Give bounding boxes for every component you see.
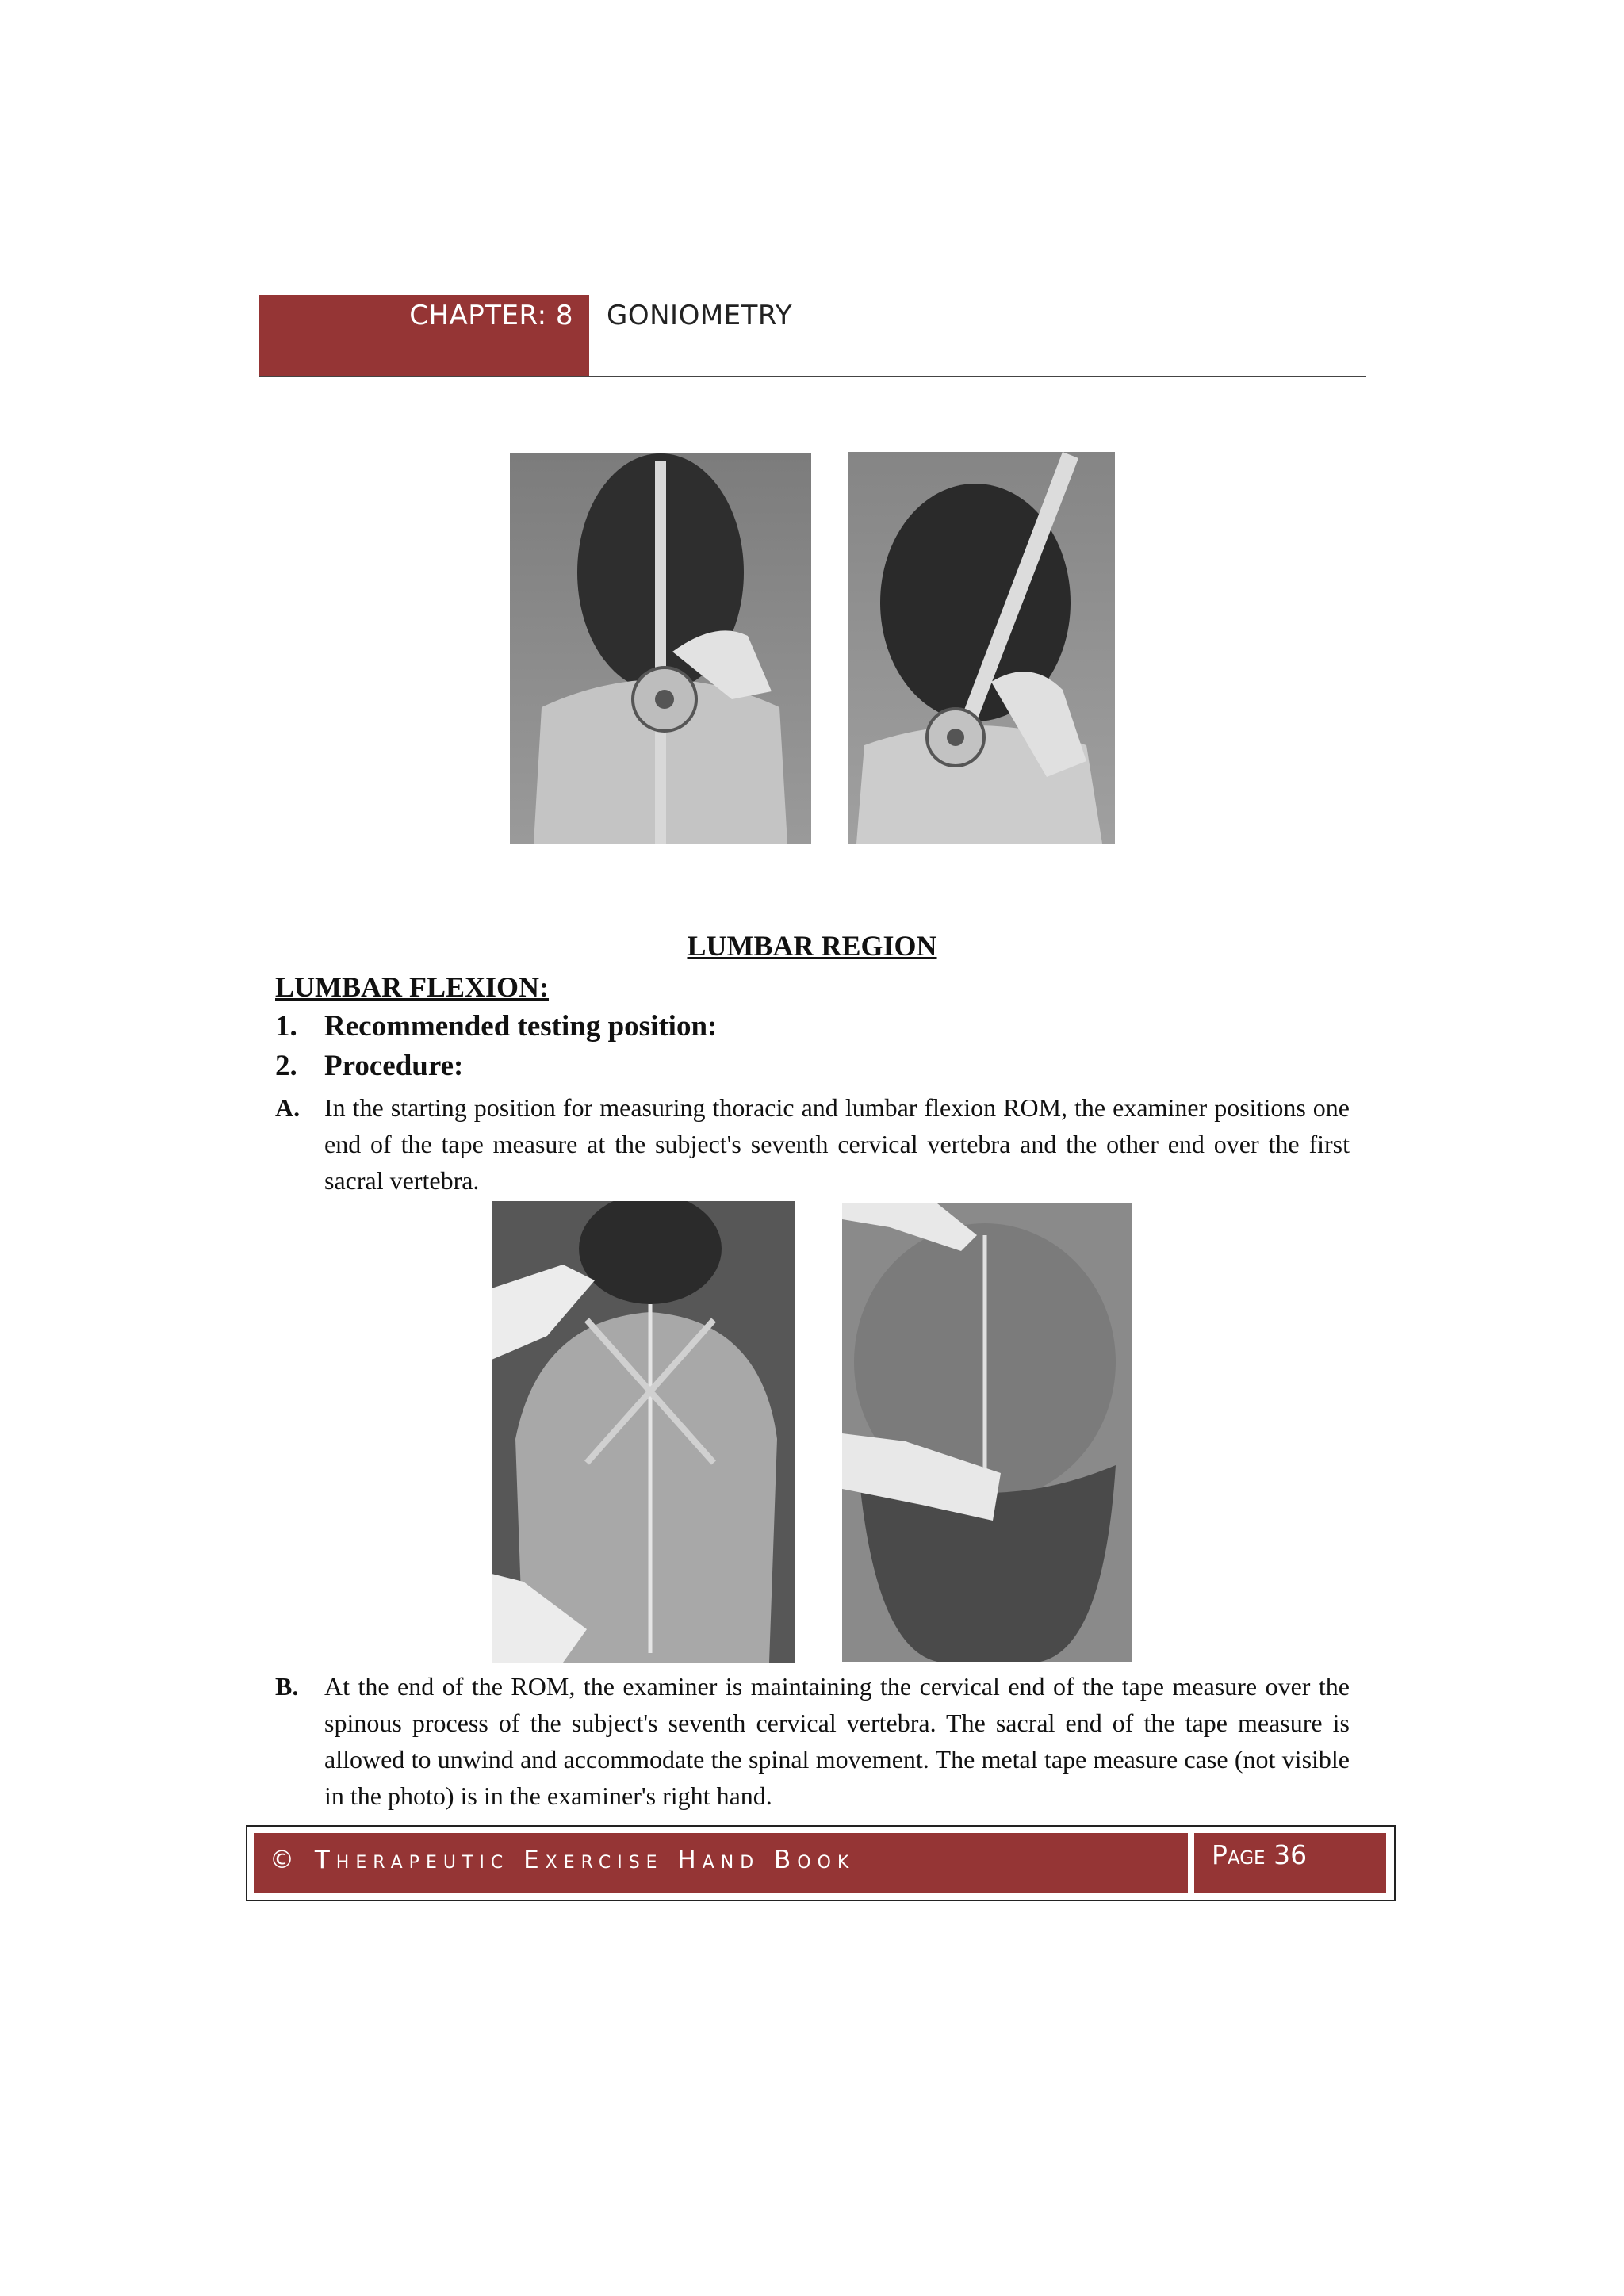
list-item-text: Recommended testing position: bbox=[324, 1010, 718, 1043]
list-item bbox=[275, 1009, 717, 1043]
page-number: Page 36 bbox=[1212, 1839, 1308, 1870]
header-rule bbox=[259, 376, 1366, 377]
cervical-goniometer-photo-1 bbox=[510, 453, 811, 844]
section-title: LUMBAR FLEXION: bbox=[275, 971, 550, 1003]
tape-measure-start-photo bbox=[492, 1201, 795, 1663]
list-item-text: Procedure: bbox=[324, 1050, 464, 1082]
list-item-number: 2. bbox=[275, 1050, 297, 1082]
paragraph-text: At the end of the ROM, the examiner is maintaining the cervical end of the tape measure over the spinous process of the subject's seventh cervical vertebra. The sacral end of the tape measure is allowed to unwind and accommodate the spinal movement. The metal tape measure case (not visible in the photo) is in the examiner's right hand. bbox=[324, 1672, 1350, 1810]
copyright-icon: © bbox=[270, 1846, 301, 1874]
chapter-title: GONIOMETRY bbox=[607, 300, 793, 331]
footer-title-box bbox=[254, 1833, 1188, 1893]
paragraph-a bbox=[275, 1089, 1350, 1199]
tape-measure-end-photo bbox=[842, 1203, 1132, 1662]
paragraph-label: B. bbox=[275, 1672, 299, 1701]
footer-page-box bbox=[1194, 1833, 1386, 1893]
list-item-number: 1. bbox=[275, 1010, 297, 1043]
paragraph-label: A. bbox=[275, 1093, 301, 1122]
chapter-header-box bbox=[259, 295, 589, 377]
header-divider bbox=[589, 295, 591, 377]
paragraph-b bbox=[275, 1668, 1350, 1814]
region-title: LUMBAR REGION bbox=[687, 930, 937, 962]
book-title: Therapeutic Exercise Hand Book bbox=[314, 1846, 856, 1874]
list-item bbox=[275, 1049, 463, 1083]
paragraph-text: In the starting position for measuring thoracic and lumbar flexion ROM, the examiner positions one end of the tape measure at the subject's seventh cervical vertebra and the other end over the first sacral vertebra. bbox=[324, 1093, 1350, 1195]
footer-book-title bbox=[270, 1846, 855, 1874]
chapter-label: CHAPTER: 8 bbox=[409, 300, 573, 331]
footer-frame bbox=[246, 1825, 1396, 1901]
cervical-goniometer-photo-2 bbox=[848, 452, 1115, 844]
